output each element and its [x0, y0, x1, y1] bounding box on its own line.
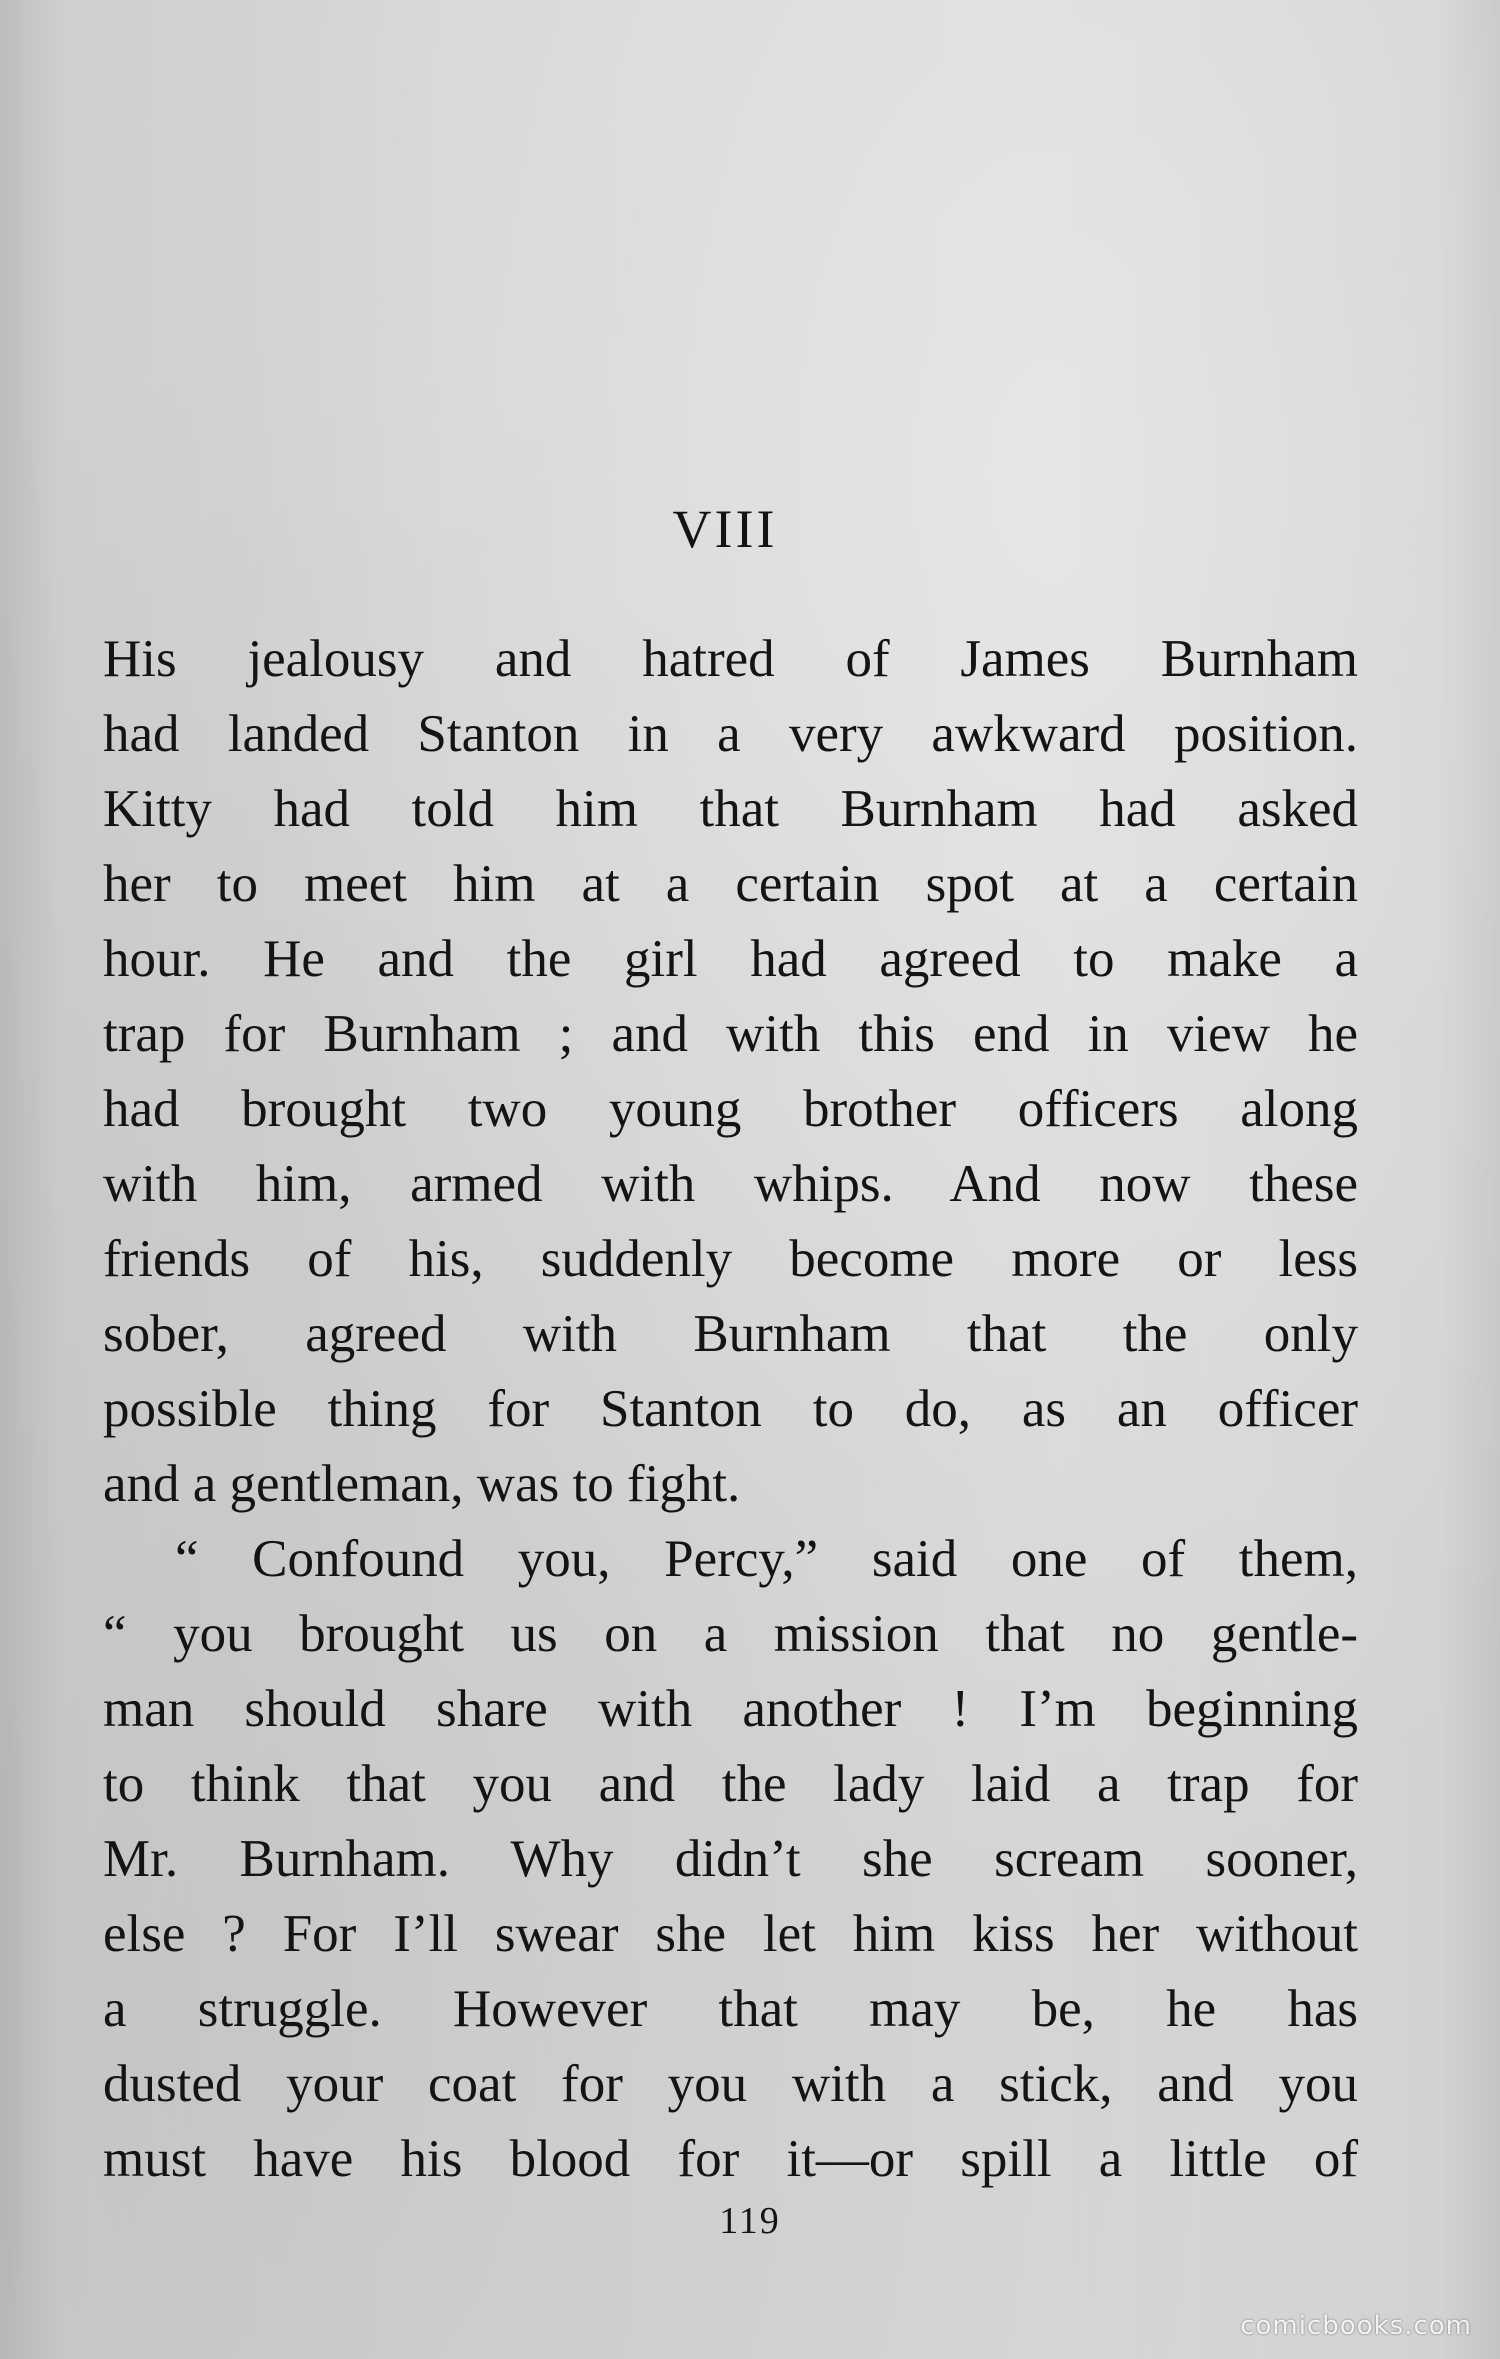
page-number: 119 — [719, 2200, 781, 2242]
text-line: possible thing for Stanton to do, as an officer — [103, 1380, 1358, 1438]
watermark: comicbooks.com — [1240, 2311, 1472, 2341]
text-line: Mr. Burnham. Why didn’t she scream sooner, — [103, 1830, 1358, 1888]
text-line: trap for Burnham ; and with this end in view he — [103, 1005, 1358, 1063]
text-line: friends of his, suddenly become more or less — [103, 1230, 1358, 1288]
text-line: and a gentleman, was to fight. — [103, 1455, 741, 1513]
text-line: to think that you and the lady laid a trap for — [103, 1755, 1358, 1813]
text-line: had brought two young brother officers along — [103, 1080, 1358, 1138]
text-line: sober, agreed with Burnham that the only — [103, 1305, 1358, 1363]
text-line: hour. He and the girl had agreed to make a — [103, 930, 1358, 988]
text-line: must have his blood for it—or spill a little of — [103, 2130, 1358, 2188]
chapter-heading: VIII — [672, 499, 778, 559]
body-text — [103, 622, 1358, 2197]
text-line: her to meet him at a certain spot at a certain — [103, 855, 1358, 913]
text-line: dusted your coat for you with a stick, and you — [103, 2055, 1358, 2113]
text-line: with him, armed with whips. And now these — [103, 1155, 1358, 1213]
text-line: Kitty had told him that Burnham had asked — [103, 780, 1358, 838]
text-line: a struggle. However that may be, he has — [103, 1980, 1358, 2038]
text-line: had landed Stanton in a very awkward position. — [103, 705, 1358, 763]
text-line: “ you brought us on a mission that no gentle- — [103, 1605, 1358, 1663]
text-line: “ Confound you, Percy,” said one of them, — [175, 1530, 1358, 1588]
text-line: His jealousy and hatred of James Burnham — [103, 630, 1358, 688]
text-line: else ? For I’ll swear she let him kiss her without — [103, 1905, 1358, 1963]
text-line: man should share with another ! I’m beginning — [103, 1680, 1358, 1738]
